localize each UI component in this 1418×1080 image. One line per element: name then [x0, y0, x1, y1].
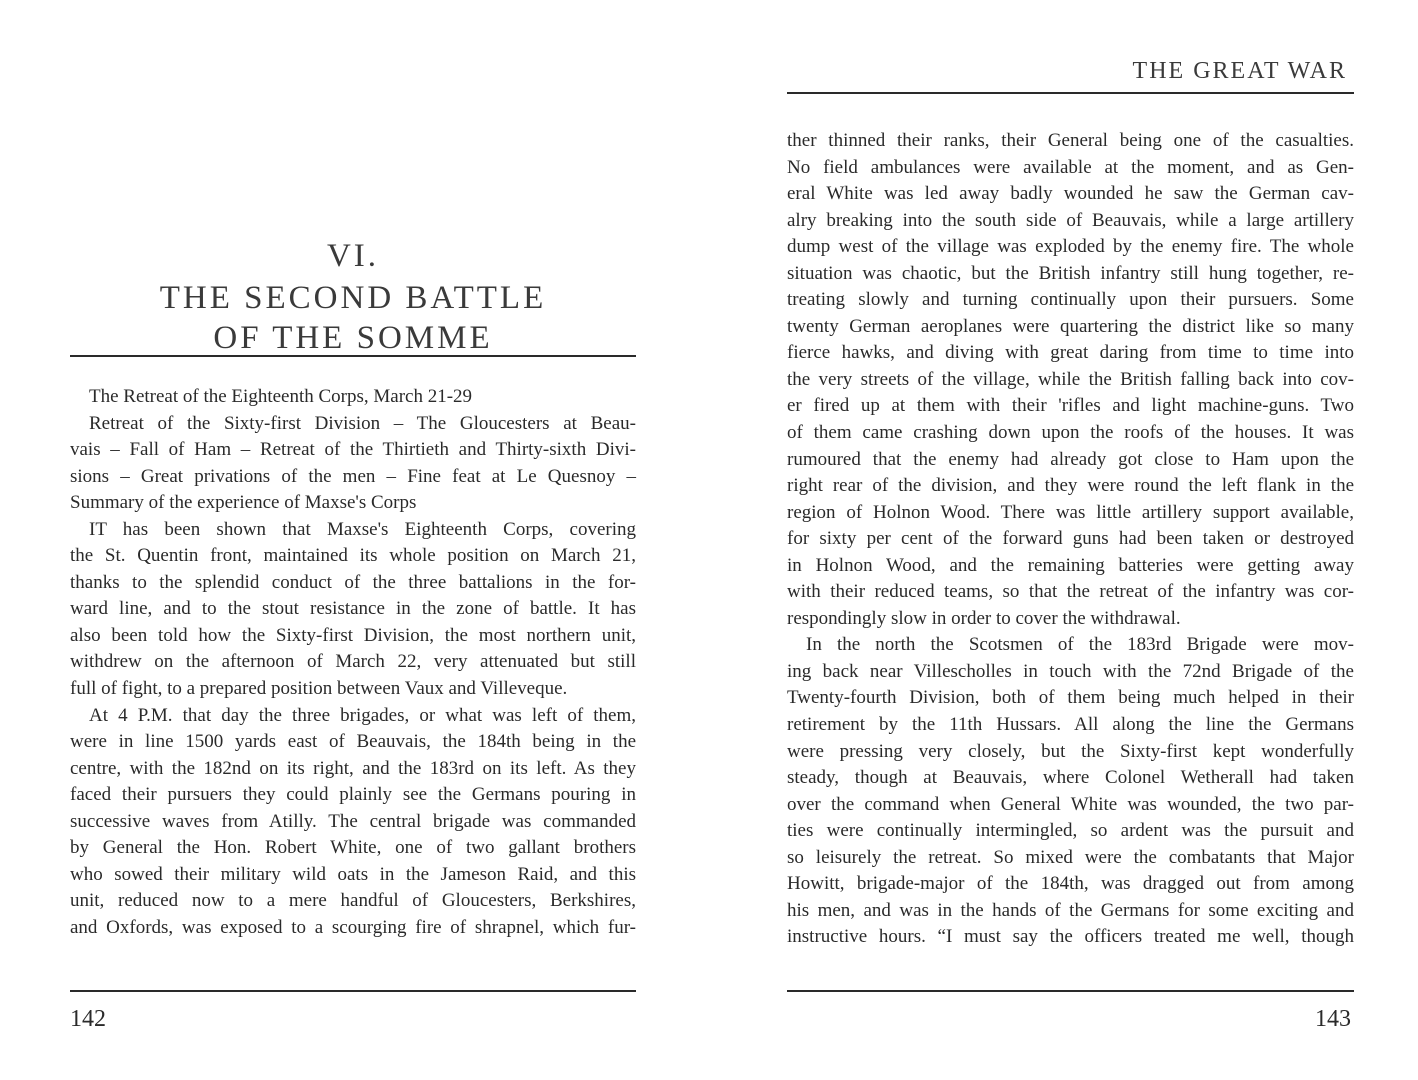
- text-line: who sowed their military wild oats in the Jameson Raid, and this: [70, 863, 636, 885]
- page-number: 143: [1315, 1006, 1351, 1032]
- header-rule: [787, 92, 1354, 94]
- text-line: full of fight, to a prepared position between Vaux and Villeveque.: [70, 678, 568, 700]
- text-line: twenty German aeroplanes were quartering the district like so many: [787, 315, 1354, 337]
- text-line: Retreat of the Sixty-first Division – The Gloucesters at Beau-: [89, 412, 636, 434]
- text-line: region of Holnon Wood. There was little artillery support available,: [787, 501, 1354, 523]
- footer-rule: [787, 990, 1354, 992]
- text-line: over the command when General White was wounded, the two par-: [787, 793, 1354, 815]
- text-line: so leisurely the retreat. So mixed were the combatants that Major: [787, 846, 1354, 868]
- text-line: faced their pursuers they could plainly see the Germans pouring in: [70, 784, 636, 806]
- text-line: Twenty-fourth Division, both of them being much helped in their: [787, 687, 1354, 709]
- text-line: the very streets of the village, while the British falling back into cov-: [787, 368, 1354, 390]
- chapter-rule: [70, 355, 636, 357]
- text-line: situation was chaotic, but the British infantry still hung together, re-: [787, 262, 1354, 284]
- text-line: sions – Great privations of the men – Fine feat at Le Quesnoy –: [70, 465, 636, 487]
- text-line: instructive hours. “I must say the officers treated me well, though: [787, 926, 1354, 948]
- text-line: of them came crashing down upon the roofs of the houses. It was: [787, 422, 1354, 444]
- text-line: IT has been shown that Maxse's Eighteenth Corps, covering: [89, 518, 636, 540]
- text-line: with their reduced teams, so that the retreat of the infantry was cor-: [787, 581, 1354, 603]
- left-page-text: [70, 384, 636, 941]
- text-line: were pressing very closely, but the Sixty-first kept wonderfully: [787, 740, 1354, 762]
- right-page-text: [787, 128, 1354, 951]
- text-line: er fired up at them with their 'rifles and light machine-guns. Two: [787, 395, 1354, 417]
- text-line: centre, with the 182nd on its right, and the 183rd on its left. As they: [70, 757, 636, 779]
- text-line: ther thinned their ranks, their General being one of the casualties.: [787, 130, 1354, 151]
- text-line: fierce hawks, and diving with great daring from time to time into: [787, 342, 1354, 364]
- page-number: 142: [70, 1006, 106, 1032]
- footer-rule: [70, 990, 636, 992]
- text-line: retirement by the 11th Hussars. All along the line the Germans: [787, 714, 1354, 736]
- text-line: by General the Hon. Robert White, one of two gallant brothers: [70, 837, 636, 859]
- text-line: Howitt, brigade-major of the 184th, was dragged out from among: [787, 873, 1354, 895]
- chapter-number: VI.: [326, 238, 380, 274]
- text-line: ing back near Villescholles in touch with the 72nd Brigade of the: [787, 660, 1354, 682]
- text-line: ward line, and to the stout resistance in the zone of battle. It has: [70, 598, 636, 620]
- text-line: dump west of the village was exploded by the enemy fire. The whole: [787, 236, 1354, 258]
- text-line: right rear of the division, and they were round the left flank in the: [787, 475, 1354, 497]
- text-line: rumoured that the enemy had already got close to Ham upon the: [787, 448, 1354, 470]
- text-line: in Holnon Wood, and the remaining batteries were getting away: [787, 554, 1354, 576]
- text-line: withdrew on the afternoon of March 22, very attenuated but still: [70, 651, 636, 673]
- text-line: Summary of the experience of Maxse's Corps: [70, 492, 417, 514]
- right-page: [709, 0, 1418, 1080]
- text-line: treating slowly and turning continually upon their pursuers. Some: [787, 289, 1354, 311]
- text-line: vais – Fall of Ham – Retreat of the Thirtieth and Thirty-sixth Divi-: [70, 439, 636, 461]
- text-line: his men, and was in the hands of the Germans for some exciting and: [787, 899, 1354, 921]
- text-line: ties were continually intermingled, so ardent was the pursuit and: [787, 820, 1354, 842]
- text-line: alry breaking into the south side of Beauvais, while a large artillery: [787, 209, 1354, 231]
- text-line: steady, though at Beauvais, where Colonel Wetherall had taken: [787, 767, 1354, 789]
- text-line: The Retreat of the Eighteenth Corps, March 21-29: [89, 386, 473, 407]
- text-line: were in line 1500 yards east of Beauvais, the 184th being in the: [70, 731, 636, 753]
- text-line: No field ambulances were available at the moment, and as Gen-: [787, 156, 1354, 178]
- text-line: thanks to the splendid conduct of the three battalions in the for-: [70, 571, 636, 593]
- running-head: THE GREAT WAR: [1132, 58, 1347, 84]
- text-line: and Oxfords, was exposed to a scourging fire of shrapnel, which fur-: [70, 916, 636, 938]
- text-line: the St. Quentin front, maintained its whole position on March 21,: [70, 545, 636, 567]
- text-line: successive waves from Atilly. The central brigade was commanded: [70, 810, 636, 832]
- text-line: also been told how the Sixty-first Division, the most northern unit,: [70, 624, 636, 646]
- text-line: At 4 P.M. that day the three brigades, or what was left of them,: [89, 704, 636, 726]
- text-line: In the north the Scotsmen of the 183rd Brigade were mov-: [806, 634, 1354, 656]
- chapter-title-line: OF THE SOMME: [213, 320, 493, 356]
- text-line: for sixty per cent of the forward guns had been taken or destroyed: [787, 528, 1354, 550]
- text-line: unit, reduced now to a mere handful of Gloucesters, Berkshires,: [70, 890, 636, 912]
- chapter-heading: [70, 236, 636, 358]
- chapter-title-line: THE SECOND BATTLE: [159, 280, 547, 316]
- text-line: eral White was led away badly wounded he saw the German cav-: [787, 183, 1354, 205]
- text-line: respondingly slow in order to cover the withdrawal.: [787, 607, 1181, 629]
